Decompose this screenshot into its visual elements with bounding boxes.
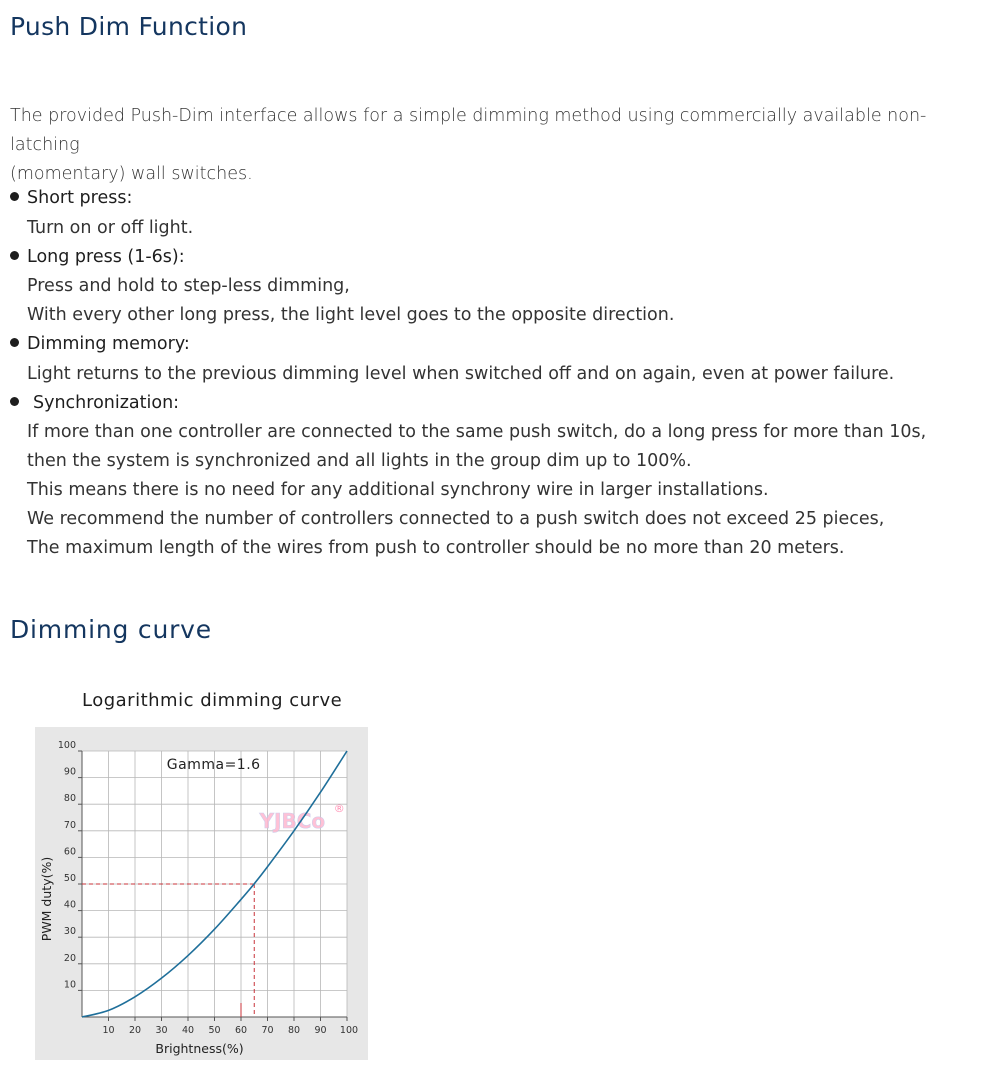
x-tick-label: 40 <box>181 1025 195 1036</box>
y-tick-label: 60 <box>63 846 76 858</box>
intro-line: (momentary) wall switches. <box>10 164 253 184</box>
dimming-curve-chart <box>35 727 368 1060</box>
bullet-heading-text: Long press (1-6s): <box>27 246 185 267</box>
bullet-dot-icon <box>10 251 19 260</box>
bullet-heading-text: Dimming memory: <box>27 334 190 354</box>
bullet-line: This means there is no need for any additional synchrony wire in larger installations. <box>27 480 769 500</box>
chart-svg <box>35 727 368 1060</box>
bullet-dot-icon <box>10 192 19 201</box>
intro-line: The provided Push-Dim interface allows for a simple dimming method using commercially available non-latching <box>10 106 927 155</box>
bullet-line: With every other long press, the light level goes to the opposite direction. <box>27 305 675 325</box>
x-tick-label: 10 <box>102 1025 115 1036</box>
bullet-dot-icon <box>10 397 19 406</box>
y-tick-label: 70 <box>63 819 76 831</box>
y-tick-label: 50 <box>63 873 76 884</box>
bullet-line: The maximum length of the wires from push to controller should be no more than 20 meters. <box>27 538 845 558</box>
bullet-line: We recommend the number of controllers connected to a push switch does not exceed 25 pieces, <box>27 509 885 529</box>
y-tick-label: 30 <box>63 926 76 938</box>
intro-paragraph <box>10 102 985 189</box>
y-tick-label: 40 <box>63 899 76 911</box>
y-tick-label: 20 <box>63 952 76 964</box>
feature-list <box>10 184 985 563</box>
list-item-synchronization <box>10 389 985 564</box>
x-axis-label: Brightness(%) <box>155 1041 244 1056</box>
x-tick-label: 90 <box>314 1025 327 1036</box>
x-tick-label: 80 <box>287 1025 301 1036</box>
x-tick-label: 30 <box>155 1025 168 1036</box>
bullet-dot-icon <box>10 338 19 347</box>
bullet-heading-text: Short press: <box>27 188 133 208</box>
bullet-line: If more than one controller are connected to the same push switch, do a long press for more than 10s, <box>27 422 927 442</box>
bullet-heading <box>10 389 985 419</box>
bullet-heading <box>10 184 985 214</box>
bullet-line: Turn on or off light. <box>27 217 194 238</box>
y-tick-label: 100 <box>57 740 76 751</box>
bullet-heading-text: Synchronization: <box>33 392 180 413</box>
bullet-line: Light returns to the previous dimming level when switched off and on again, even at power failure. <box>27 363 895 384</box>
watermark-registered-icon: ® <box>333 802 345 816</box>
list-item-dimming-memory <box>10 330 985 389</box>
watermark-logo: YJBCo <box>259 809 326 834</box>
gamma-annotation: Gamma=1.6 <box>166 757 261 773</box>
list-item-short-press <box>10 184 985 243</box>
bullet-line: Press and hold to step-less dimming, <box>27 276 350 296</box>
push-dim-title: Push Dim Function <box>10 12 248 41</box>
x-tick-label: 100 <box>339 1025 359 1036</box>
y-axis-label: PWM duty(%) <box>39 856 54 942</box>
x-tick-label: 70 <box>261 1025 274 1036</box>
bullet-line: then the system is synchronized and all lights in the group dim up to 100%. <box>27 451 692 471</box>
y-tick-label: 80 <box>63 793 76 805</box>
x-tick-label: 20 <box>128 1025 142 1036</box>
dimming-curve-title: Dimming curve <box>10 615 212 644</box>
x-tick-label: 50 <box>208 1025 221 1036</box>
list-item-long-press <box>10 243 985 331</box>
y-tick-label: 90 <box>63 766 76 778</box>
x-tick-label: 60 <box>234 1025 248 1036</box>
y-tick-label: 10 <box>63 979 76 991</box>
chart-title: Logarithmic dimming curve <box>82 690 343 711</box>
bullet-heading <box>10 243 985 273</box>
bullet-heading <box>10 330 985 360</box>
